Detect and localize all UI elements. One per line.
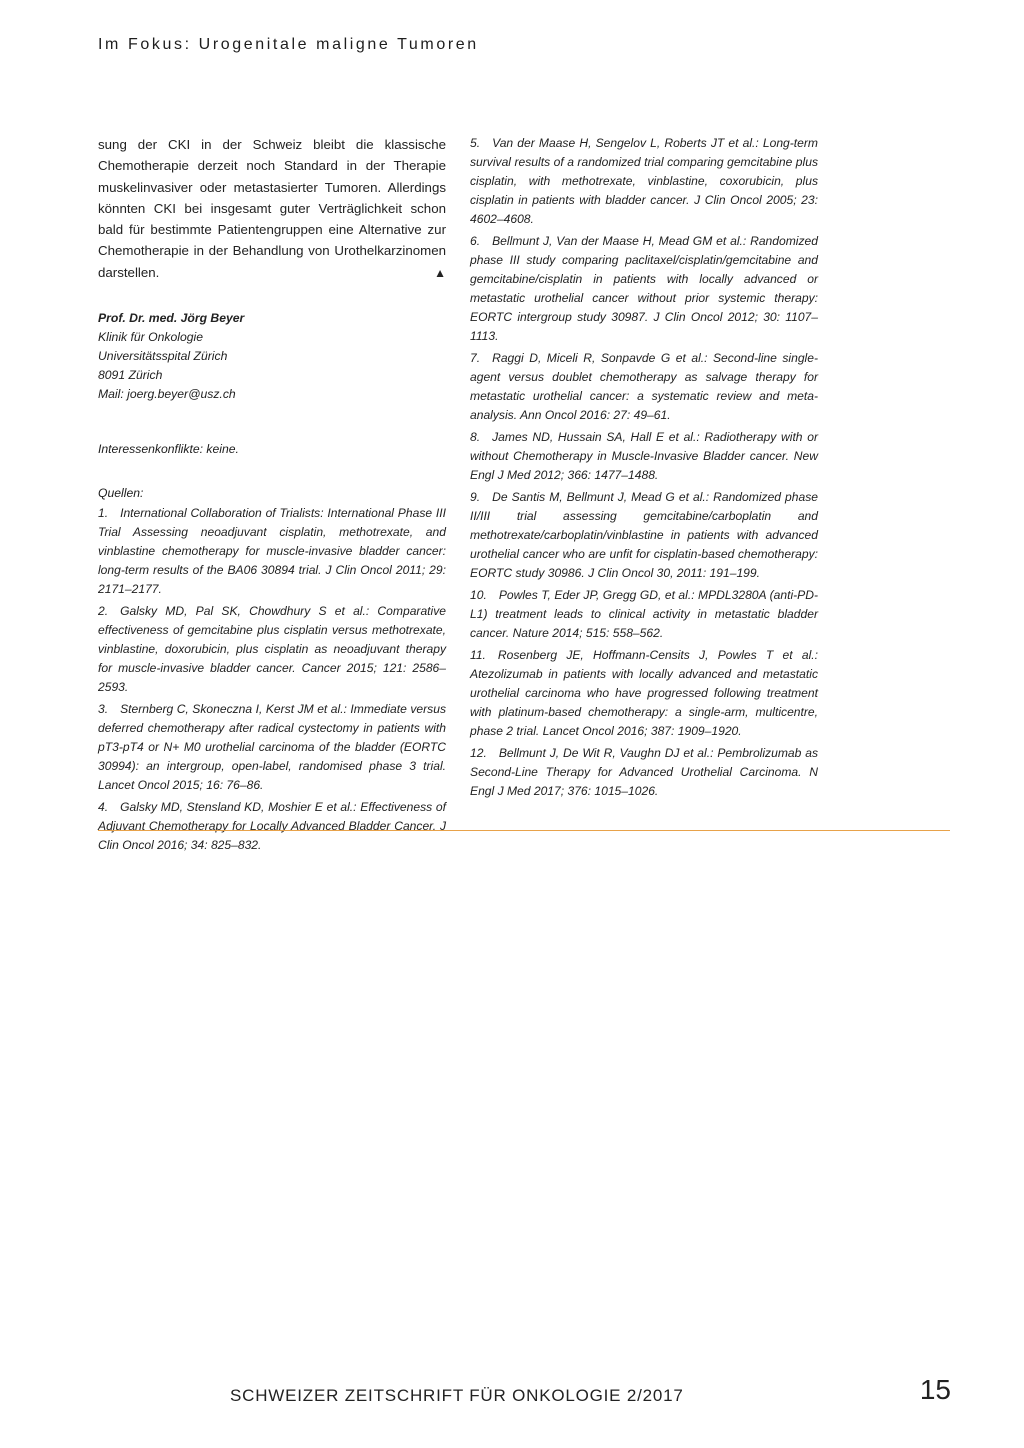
left-column [98,134,446,858]
reference-text: Raggi D, Miceli R, Sonpavde G et al.: Second-line single-agent versus doublet chemotherapy as salvage therapy for metastatic urothelial cancer: a systematic review and meta-analysis. Ann Oncol 2016: 27: 49–61. [470,351,818,422]
reference-number: 5. [470,136,481,150]
reference-number: 6. [470,234,481,248]
reference-text: James ND, Hussain SA, Hall E et al.: Radiotherapy with or without Chemotherapy in Muscle-Invasive Bladder cancer. New Engl J Med 2012; 366: 1477–1488. [470,430,818,482]
reference-text: Rosenberg JE, Hoffmann-Censits J, Powles T et al.: Atezolizumab in patients with locally advanced and metastatic urothelial carcinoma who have progressed following treatment with platinum-based chemotherapy: a single-arm, multicentre, phase 2 trial. Lancet Oncol 2016; 387: 1909–1920. [470,648,818,738]
reference-text: International Collaboration of Trialists: International Phase III Trial Assessing neoadjuvant cisplatin, methotrexate, and vinblastine chemotherapy for muscle-invasive bladder cancer: long-term results of the BA06 30894 trial. J Clin Oncol 2011; 29: 2171–2177. [98,506,446,597]
reference-text: Bellmunt J, Van der Maase H, Mead GM et al.: Randomized phase III study comparing paclitaxel/cisplatin/gemcitabine and gemcitabine/cisplatin in patients with locally advanced or metastatic urothelial cancer without prior systemic therapy: EORTC intergroup study 30987. J Clin Oncol 2012; 30: 1107–1113. [470,234,818,343]
reference-item [470,586,818,643]
reference-number: 9. [470,490,481,504]
reference-item [98,602,446,697]
reference-text: Van der Maase H, Sengelov L, Roberts JT et al.: Long-term survival results of a randomized trial comparing gemcitabine plus cisplatin, with methotrexate, vinblastine, coxorubicin, plus cisplatin in patients with bladder cancer. J Clin Oncol 2005; 23: 4602–4608. [470,136,818,226]
end-of-article-triangle-icon: ▲ [434,265,446,280]
reference-number: 3. [98,702,109,717]
reference-text: Powles T, Eder JP, Gregg GD, et al.: MPDL3280A (anti-PD-L1) treatment leads to clinical activity in metastatic bladder cancer. Nature 2014; 515: 558–562. [470,588,818,640]
reference-item [98,700,446,795]
reference-number: 8. [470,430,481,444]
reference-text: De Santis M, Bellmunt J, Mead G et al.: Randomized phase II/III trial assessing gemcitabine/carboplatin and methotrexate/carboplatin/vinblastine in patients with advanced urothelial cancer who are unfit for cisplatin-based chemotherapy: EORTC study 30986. J Clin Oncol 30, 2011: 191–199. [470,490,818,580]
reference-number: 4. [98,800,109,815]
reference-text: Bellmunt J, De Wit R, Vaughn DJ et al.: Pembrolizumab as Second-Line Therapy for Advanced Urothelial Carcinoma. N Engl J Med 2017; 376: 1015–1026. [470,746,818,798]
body-text: sung der CKI in der Schweiz bleibt die klassische Chemotherapie derzeit noch Standard in der Therapie muskelinvasiver oder metastasierter Tumoren. Allerdings könnten CKI bei insgesamt guter Verträglichkeit schon bald für bestimmte Patientengruppen eine Alternative zur Chemotherapie in der Behandlung von Urothelkarzinomen darstellen. [98,137,446,280]
section-divider-rule [98,830,950,831]
reference-item [470,646,818,741]
reference-number: 10. [470,588,487,602]
author-city: 8091 Zürich [98,368,163,383]
reference-text: Sternberg C, Skoneczna I, Kerst JM et al.: Immediate versus deferred chemotherapy after radical cystectomy in patients with pT3-pT4 or N+ M0 urothelial carcinoma of the bladder (EORTC 30994): an intergroup, open-label, randomised phase 3 trial. Lancet Oncol 2015; 16: 76–86. [98,702,446,793]
conflict-of-interest: Interessenkonflikte: keine. [98,442,239,457]
page-number: 15 [919,1374,951,1405]
reference-item [470,428,818,485]
references-list-left [98,504,446,855]
author-mail: Mail: joerg.beyer@usz.ch [98,387,236,402]
author-clinic: Klinik für Onkologie [98,330,203,345]
reference-number: 2. [98,604,109,619]
author-hospital: Universitätsspital Zürich [98,349,228,364]
reference-item [470,488,818,583]
author-block [98,309,446,404]
reference-number: 11. [470,648,486,662]
reference-item [470,232,818,346]
reference-item [470,134,818,229]
reference-number: 7. [470,351,481,365]
references-list-right [470,134,818,801]
reference-item [98,798,446,855]
reference-text: Galsky MD, Pal SK, Chowdhury S et al.: Comparative effectiveness of gemcitabine plus cisplatin versus methotrexate, vinblastine, doxorubicin, plus cisplatin as neoadjuvant therapy for muscle-invasive bladder cancer. Cancer 2015; 121: 2586–2593. [98,604,446,695]
reference-item [470,744,818,801]
journal-footer: SCHWEIZER ZEITSCHRIFT FÜR ONKOLOGIE 2/2017 [230,1386,684,1405]
running-header: Im Fokus: Urogenitale maligne Tumoren [98,36,479,53]
sources-heading: Quellen: [98,486,144,501]
right-column [470,134,818,804]
reference-number: 12. [470,746,487,760]
author-name: Prof. Dr. med. Jörg Beyer [98,311,245,326]
body-paragraph [98,134,446,283]
reference-item [98,504,446,599]
reference-text: Galsky MD, Stensland KD, Moshier E et al.: Effectiveness of Adjuvant Chemotherapy for Locally Advanced Bladder Cancer. J Clin Oncol 2016; 34: 825–832. [98,800,446,853]
reference-item [470,349,818,425]
reference-number: 1. [98,506,109,521]
